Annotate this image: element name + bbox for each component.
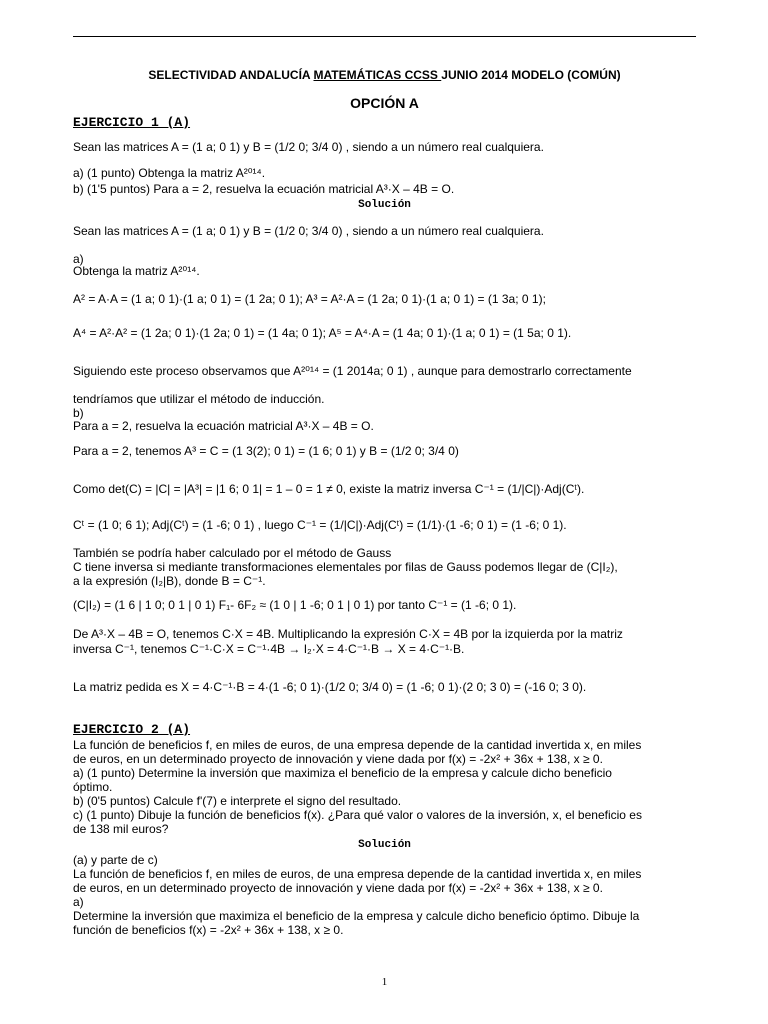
ex2-line3: a) (1 punto) Determine la inversión que maximiza el beneficio de la empresa y calcule dicho beneficio xyxy=(73,766,612,780)
ex1-sol-b-text: Para a = 2, resuelva la ecuación matricial A³·X – 4B = O. xyxy=(73,419,374,433)
page-number: 1 xyxy=(381,976,388,988)
ex1-sol-a-line1: A² = A·A = (1 a; 0 1)·(1 a; 0 1) = (1 2a; 0 1); A³ = A²·A = (1 2a; 0 1)·(1 a; 0 1) = (1 3a; 0 1); xyxy=(73,292,546,306)
ex1-sol-b-line7: (C|I₂) = (1 6 | 1 0; 0 1 | 0 1) F₁- 6F₂ ≈ (1 0 | 1 -6; 0 1 | 0 1) por tanto C⁻¹ = (1 -6; 0 1). xyxy=(73,598,517,612)
ex1-solution-label: Solución xyxy=(358,199,411,211)
ex1-sol-b-line8: De A³·X – 4B = O, tenemos C·X = 4B. Multiplicando la expresión C·X = 4B por la izquierda por la matriz xyxy=(73,627,623,641)
ex2-solution-label: Solución xyxy=(358,839,411,851)
top-rule xyxy=(73,36,696,37)
ex2-sol-line4: a) xyxy=(73,895,84,909)
ex2-line1: La función de beneficios f, en miles de euros, de una empresa depende de la cantidad invertida x, en miles xyxy=(73,738,642,752)
ex2-line2: de euros, en un determinado proyecto de innovación y viene dada por f(x) = -2x² + 36x + 138, x ≥ 0. xyxy=(73,752,603,766)
ex1-sol-a-line4: tendríamos que utilizar el método de inducción. xyxy=(73,392,325,406)
ex2-line6: c) (1 punto) Dibuje la función de beneficios f(x). ¿Para qué valor o valores de la inversión, x, el beneficio es xyxy=(73,808,642,822)
ex1-sol-b-line3: Cᵗ = (1 0; 6 1); Adj(Cᵗ) = (1 -6; 0 1) , luego C⁻¹ = (1/|C|)·Adj(Cᵗ) = (1/1)·(1 -6; 0 1) = (1 -6; 0 1). xyxy=(73,518,567,532)
ex1-sol-b-line10: La matriz pedida es X = 4·C⁻¹·B = 4·(1 -6; 0 1)·(1/2 0; 3/4 0) = (1 -6; 0 1)·(2 0; 3 0) = (-16 0; 3 0). xyxy=(73,680,587,694)
ex1-sol-a-text: Obtenga la matriz A²⁰¹⁴. xyxy=(73,264,200,278)
ex1-part-b: b) (1'5 puntos) Para a = 2, resuelva la ecuación matricial A³·X – 4B = O. xyxy=(73,182,455,196)
ex2-sol-line2: La función de beneficios f, en miles de euros, de una empresa depende de la cantidad invertida x, en miles xyxy=(73,867,642,881)
ex1-sol-a-label: a) xyxy=(73,252,84,266)
ex1-sol-b-line5: C tiene inversa si mediante transformaciones elementales por filas de Gauss podemos llegar de (C|I₂), xyxy=(73,560,618,574)
ex1-statement: Sean las matrices A = (1 a; 0 1) y B = (1/2 0; 3/4 0) , siendo a un número real cualquiera. xyxy=(73,140,544,154)
ex1-sol-b-label: b) xyxy=(73,406,84,420)
ex1-sol-statement: Sean las matrices A = (1 a; 0 1) y B = (1/2 0; 3/4 0) , siendo a un número real cualquiera. xyxy=(73,224,544,238)
ex2-sol-line3: de euros, en un determinado proyecto de innovación y viene dada por f(x) = -2x² + 36x + 138, x ≥ 0. xyxy=(73,881,603,895)
ex1-sol-a-line3: Siguiendo este proceso observamos que A²⁰¹⁴ = (1 2014a; 0 1) , aunque para demostrarlo correctamente xyxy=(73,364,632,378)
ex2-line4: óptimo. xyxy=(73,780,113,794)
ex2-line5: b) (0'5 puntos) Calcule f'(7) e interprete el signo del resultado. xyxy=(73,794,402,808)
ex2-sol-line6: función de beneficios f(x) = -2x² + 36x + 138, x ≥ 0. xyxy=(73,923,344,937)
ex2-sol-line1: (a) y parte de c) xyxy=(73,853,158,867)
ex2-sol-line5: Determine la inversión que maximiza el beneficio de la empresa y calcule dicho beneficio óptimo. Dibuje la xyxy=(73,909,640,923)
option-title: OPCIÓN A xyxy=(350,95,419,111)
ex1-sol-b-line6: a la expresión (I₂|B), donde B = C⁻¹. xyxy=(73,574,266,588)
ex1-sol-b-line9: inversa C⁻¹, tenemos C⁻¹·C·X = C⁻¹·4B → I₂·X = 4·C⁻¹·B → X = 4·C⁻¹·B. xyxy=(73,642,465,656)
exercise-2-title: EJERCICIO 2 (A) xyxy=(73,722,191,737)
ex1-part-a: a) (1 punto) Obtenga la matriz A²⁰¹⁴. xyxy=(73,166,266,180)
ex1-sol-a-line2: A⁴ = A²·A² = (1 2a; 0 1)·(1 2a; 0 1) = (1 4a; 0 1); A⁵ = A⁴·A = (1 4a; 0 1)·(1 a; 0 1) = (1 5a; 0 1). xyxy=(73,326,572,340)
exercise-1-title: EJERCICIO 1 (A) xyxy=(73,115,191,130)
ex1-sol-b-line2: Como det(C) = |C| = |A³| = |1 6; 0 1| = 1 – 0 = 1 ≠ 0, existe la matriz inversa C⁻¹ = (1/|C|)·Adj(Cᵗ). xyxy=(73,482,585,496)
page-header: SELECTIVIDAD ANDALUCÍA MATEMÁTICAS CCSS JUNIO 2014 MODELO (COMÚN) xyxy=(148,68,621,82)
ex1-sol-b-line4: También se podría haber calculado por el método de Gauss xyxy=(73,546,392,560)
ex1-sol-b-line1: Para a = 2, tenemos A³ = C = (1 3(2); 0 1) = (1 6; 0 1) y B = (1/2 0; 3/4 0) xyxy=(73,444,459,458)
ex2-line7: de 138 mil euros? xyxy=(73,822,169,836)
